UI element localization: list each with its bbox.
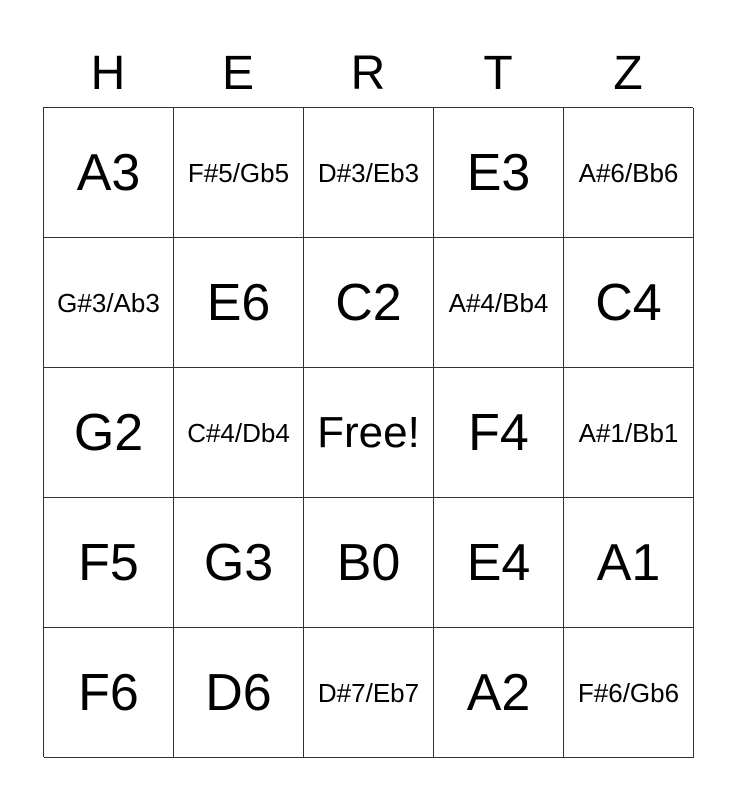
bingo-cell[interactable]: G3 xyxy=(174,498,304,628)
bingo-cell[interactable]: A#1/Bb1 xyxy=(564,368,694,498)
bingo-cell[interactable]: F4 xyxy=(434,368,564,498)
bingo-board xyxy=(43,107,693,757)
bingo-cell[interactable]: A3 xyxy=(44,108,174,238)
bingo-cell[interactable]: D6 xyxy=(174,628,304,758)
bingo-cell[interactable]: C4 xyxy=(564,238,694,368)
bingo-cell[interactable]: A2 xyxy=(434,628,564,758)
header-letter-t: T xyxy=(483,47,513,100)
bingo-cell[interactable]: G2 xyxy=(44,368,174,498)
bingo-cell[interactable]: B0 xyxy=(304,498,434,628)
bingo-cell[interactable]: A#6/Bb6 xyxy=(564,108,694,238)
bingo-cell[interactable]: D#7/Eb7 xyxy=(304,628,434,758)
bingo-cell[interactable]: G#3/Ab3 xyxy=(44,238,174,368)
header-letter-h: H xyxy=(90,47,126,100)
header-letter-r: R xyxy=(350,47,386,100)
bingo-cell[interactable]: E3 xyxy=(434,108,564,238)
header-letter-z: Z xyxy=(613,47,643,100)
bingo-cell[interactable]: D#3/Eb3 xyxy=(304,108,434,238)
bingo-cell[interactable]: A#4/Bb4 xyxy=(434,238,564,368)
bingo-cell[interactable]: F6 xyxy=(44,628,174,758)
bingo-cell[interactable]: E4 xyxy=(434,498,564,628)
bingo-cell[interactable]: F#6/Gb6 xyxy=(564,628,694,758)
bingo-cell[interactable]: C2 xyxy=(304,238,434,368)
header-letter-e: E xyxy=(221,47,254,100)
bingo-cell[interactable]: A1 xyxy=(564,498,694,628)
bingo-cell[interactable]: F5 xyxy=(44,498,174,628)
bingo-header xyxy=(43,40,693,108)
bingo-cell[interactable]: F#5/Gb5 xyxy=(174,108,304,238)
bingo-cell[interactable]: C#4/Db4 xyxy=(174,368,304,498)
bingo-cell[interactable]: E6 xyxy=(174,238,304,368)
free-space-cell[interactable]: Free! xyxy=(304,368,434,498)
